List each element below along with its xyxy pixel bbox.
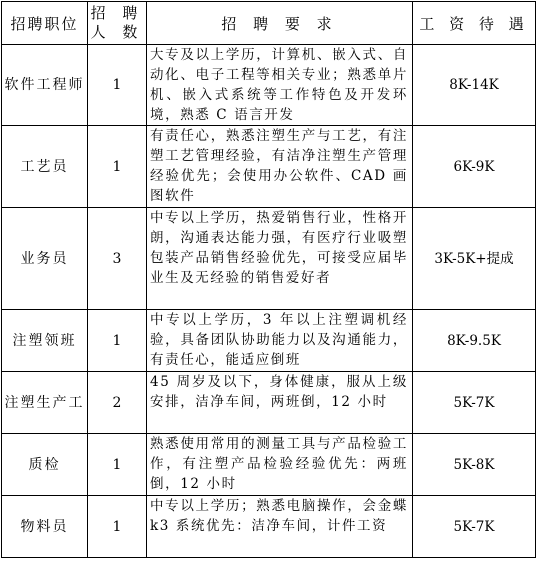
count-cell: 1 [88, 434, 147, 496]
salary-cell: 8K-9.5K [413, 310, 536, 372]
position-cell: 业务员 [2, 208, 88, 310]
count-cell: 3 [88, 208, 147, 310]
requirements-cell: 大专及以上学历，计算机、嵌入式、自动化、电子工程等相关专业；熟悉单片机、嵌入式系统等工作特色及开发环境，熟悉 C 语言开发 [147, 45, 413, 126]
salary-cell: 8K-14K [413, 45, 536, 126]
requirements-cell: 熟悉使用常用的测量工具与产品检验工作，有注塑产品检验经验优先：两班倒，12 小时 [147, 434, 413, 496]
position-cell: 质检 [2, 434, 88, 496]
position-cell: 软件工程师 [2, 45, 88, 126]
position-cell: 工艺员 [2, 126, 88, 208]
header-count: 招 聘 人 数 [88, 2, 147, 45]
count-cell: 1 [88, 496, 147, 558]
count-cell: 2 [88, 372, 147, 434]
requirements-cell: 45 周岁及以下，身体健康，服从上级安排，洁净车间，两班倒，12 小时 [147, 372, 413, 434]
recruitment-table [1, 1, 536, 558]
count-cell: 1 [88, 126, 147, 208]
header-salary: 工 资 待 遇 [413, 2, 536, 45]
count-cell: 1 [88, 45, 147, 126]
table-row [2, 372, 536, 434]
header-row [2, 2, 536, 45]
requirements-cell: 有责任心，熟悉注塑生产与工艺，有注塑工艺管理经验，有洁净注塑生产管理经验优先；会使用办公软件、CAD 画图软件 [147, 126, 413, 208]
requirements-cell: 中专以上学历；熟悉电脑操作，会金蝶 k3 系统优先：洁净车间，计件工资 [147, 496, 413, 558]
position-cell: 注塑生产工 [2, 372, 88, 434]
requirements-cell: 中专以上学历，3 年以上注塑调机经验，具备团队协助能力以及沟通能力，有责任心，能适应倒班 [147, 310, 413, 372]
table-row [2, 45, 536, 126]
count-cell: 1 [88, 310, 147, 372]
salary-cell: 5K-8K [413, 434, 536, 496]
table-row [2, 208, 536, 310]
position-cell: 物料员 [2, 496, 88, 558]
salary-cell: 6K-9K [413, 126, 536, 208]
header-position: 招聘职位 [2, 2, 88, 45]
table-row [2, 434, 536, 496]
position-cell: 注塑领班 [2, 310, 88, 372]
table-row [2, 310, 536, 372]
table-row [2, 126, 536, 208]
salary-cell: 5K-7K [413, 496, 536, 558]
salary-cell: 5K-7K [413, 372, 536, 434]
header-requirements: 招 聘 要 求 [147, 2, 413, 45]
requirements-cell: 中专以上学历，热爱销售行业，性格开朗，沟通表达能力强，有医疗行业吸塑包装产品销售经验优先，可接受应届毕业生及无经验的销售爱好者 [147, 208, 413, 310]
salary-cell: 3K-5K+提成 [413, 208, 536, 310]
table-row [2, 496, 536, 558]
